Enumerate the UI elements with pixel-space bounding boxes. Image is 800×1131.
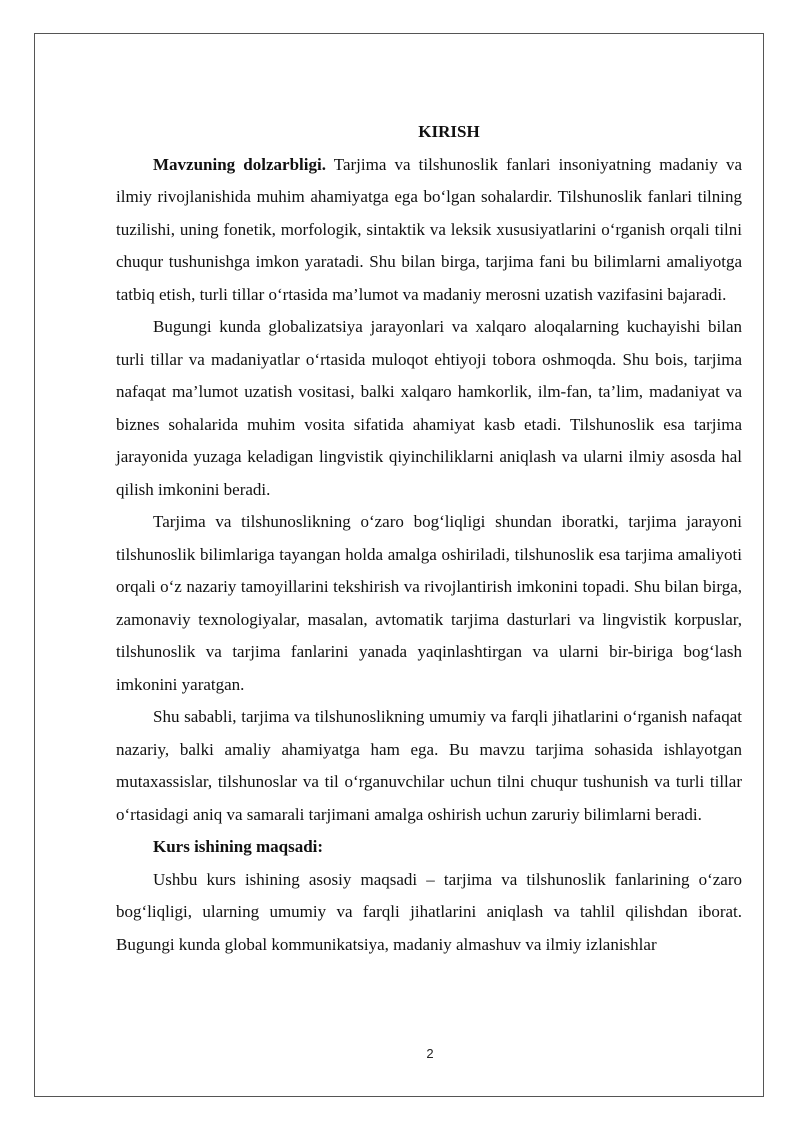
body-paragraph: Tarjima va tilshunoslikning o‘zaro bog‘liqligi shundan iboratki, tarjima jarayoni tilshunoslik bilimlariga tayangan holda amalga oshiriladi, tilshunoslik esa tarjima amaliyoti orqali o‘z nazariy tamoyillarini tekshirish va rivojlantirish imkonini topadi. Shu bilan birga, zamonaviy texnologiyalar, masalan, avtomatik tarjima dasturlari va lingvistik korpuslar, tilshunoslik va tarjima fanlarini yanada yaqinlashtirgan va ularni bir-biriga bog‘lash imkonini yaratgan. <box>116 512 742 694</box>
goal-subheading: Kurs ishining maqsadi: <box>153 837 324 856</box>
relevance-text: Tarjima va tilshunoslik fanlari insoniyatning madaniy va ilmiy rivojlanishida muhim ahamiyatga ega bo‘lgan sohalardir. Tilshunoslik fanlari tilning tuzilishi, uning fonetik, morfologik, sintaktik va leksik xususiyatlarini o‘rganish orqali tilni chuqur tushunishga imkon yaratadi. Shu bilan birga, tarjima fani bu bilimlarni amaliyotga tatbiq etish, turli tillar o‘rtasida ma’lumot va madaniy merosni uzatish vazifasini bajaradi. <box>116 154 743 304</box>
body-paragraph: Shu sababli, tarjima va tilshunoslikning umumiy va farqli jihatlarini o‘rganish nafaqat nazariy, balki amaliy ahamiyatga ham ega. Bu mavzu tarjima sohasida ishlayotgan mutaxassislar, tilshunoslar va til o‘rganuvchilar uchun tilni chuqur tushunish va turli tillar o‘rtasidagi aniq va samarali tarjimani amalga oshirish uchun zaruriy bilimlarni beradi. <box>116 707 742 824</box>
document-body <box>116 116 742 961</box>
page-number: 2 <box>426 1046 434 1061</box>
body-paragraph: Bugungi kunda globalizatsiya jarayonlari va xalqaro aloqalarning kuchayishi bilan turli tillar va madaniyatlar o‘rtasida muloqot ehtiyoji tobora oshmoqda. Shu bois, tarjima nafaqat ma’lumot uzatish vositasi, balki xalqaro hamkorlik, ilm-fan, ta’lim, madaniyat va biznes sohalarida muhim vosita sifatida ahamiyat kasb etadi. Tilshunoslik esa tarjima jarayonida yuzaga keladigan lingvistik qiyinchiliklarni aniqlash va ularni ilmiy asosda hal qilish imkonini beradi. <box>116 317 742 499</box>
relevance-lead: Mavzuning dolzarbligi. <box>153 154 326 174</box>
goal-paragraph: Ushbu kurs ishining asosiy maqsadi – tarjima va tilshunoslik fanlarining o‘zaro bog‘liqligi, ularning umumiy va farqli jihatlarini aniqlash va tahlil qilishdan iborat. Bugungi kunda global kommunikatsiya, madaniy almashuv va ilmiy izlanishlar <box>116 869 742 954</box>
document-heading: KIRISH <box>418 122 480 141</box>
relevance-paragraph <box>116 149 742 312</box>
